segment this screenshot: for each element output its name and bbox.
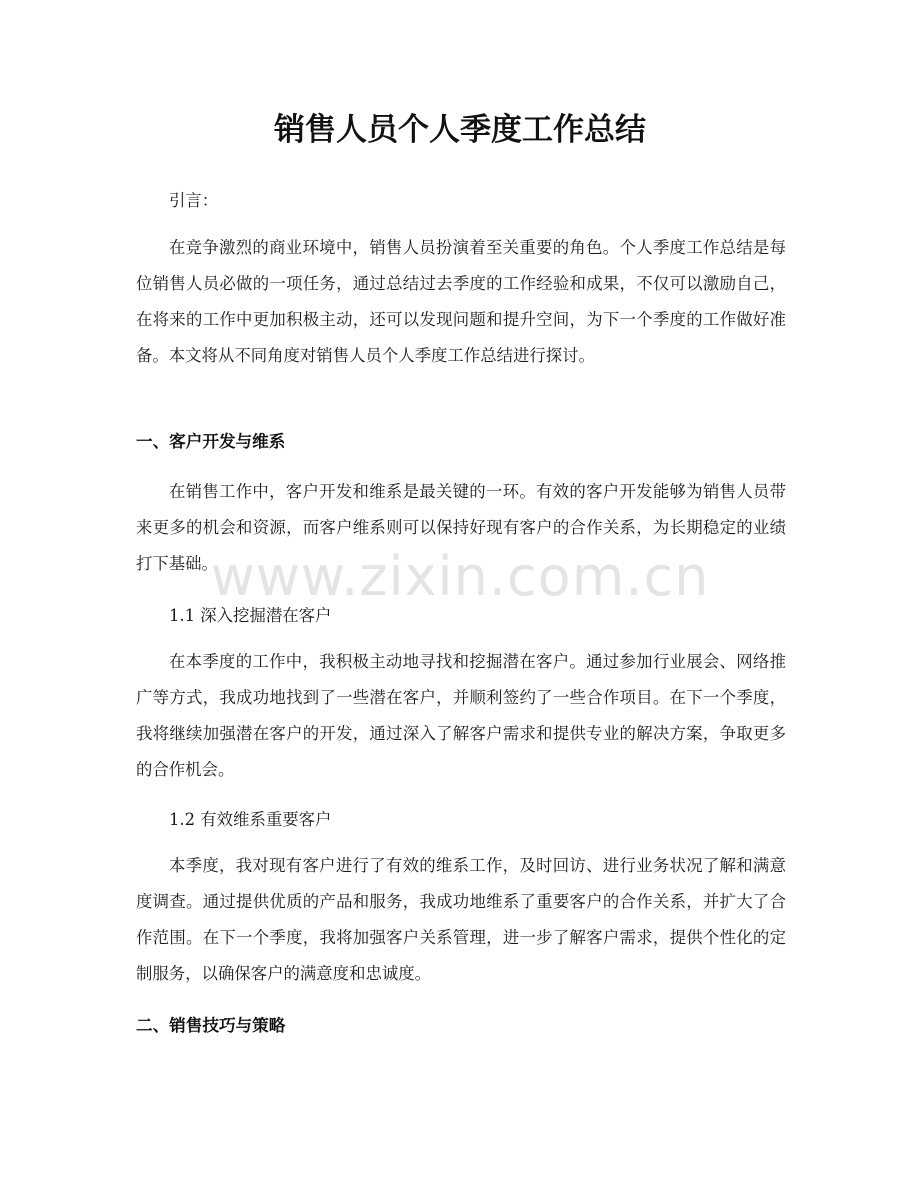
subsection2-paragraph: 本季度，我对现有客户进行了有效的维系工作，及时回访、进行业务状况了解和满意度调查。通过提供优质的产品和服务，我成功地维系了重要客户的合作关系，并扩大了合作范围。在下一个季度，我将加强客户关系管理，进一步了解客户需求，提供个性化的定制服务，以确保客户的满意度和忠诚度。 — [136, 856, 786, 983]
subsection-heading-key-clients: 1.2 有效维系重要客户 — [169, 810, 332, 829]
section-heading-customer-development: 一、客户开发与维系 — [136, 432, 286, 451]
page-title: 销售人员个人季度工作总结 — [274, 112, 646, 148]
section1-paragraph: 在销售工作中，客户开发和维系是最关键的一环。有效的客户开发能够为销售人员带来更多的机会和资源，而客户维系则可以保持好现有客户的合作关系，为长期稳定的业绩打下基础。 — [136, 482, 786, 573]
intro-paragraph: 在竞争激烈的商业环境中，销售人员扮演着至关重要的角色。个人季度工作总结是每位销售人员必做的一项任务，通过总结过去季度的工作经验和成果，不仅可以激励自己，在将来的工作中更加积极主动，还可以发现问题和提升空间，为下一个季度的工作做好准备。本文将从不同角度对销售人员个人季度工作总结进行探讨。 — [136, 238, 786, 365]
section-heading-sales-skills: 二、销售技巧与策略 — [136, 1016, 286, 1035]
subsection-heading-prospects: 1.1 深入挖掘潜在客户 — [169, 606, 332, 625]
subsection1-paragraph: 在本季度的工作中，我积极主动地寻找和挖掘潜在客户。通过参加行业展会、网络推广等方式，我成功地找到了一些潜在客户，并顺利签约了一些合作项目。在下一个季度，我将继续加强潜在客户的开发，通过深入了解客户需求和提供专业的解决方案，争取更多的合作机会。 — [136, 652, 786, 779]
intro-label: 引言： — [169, 191, 219, 210]
watermark: www.zixin.com.cn — [210, 545, 710, 608]
